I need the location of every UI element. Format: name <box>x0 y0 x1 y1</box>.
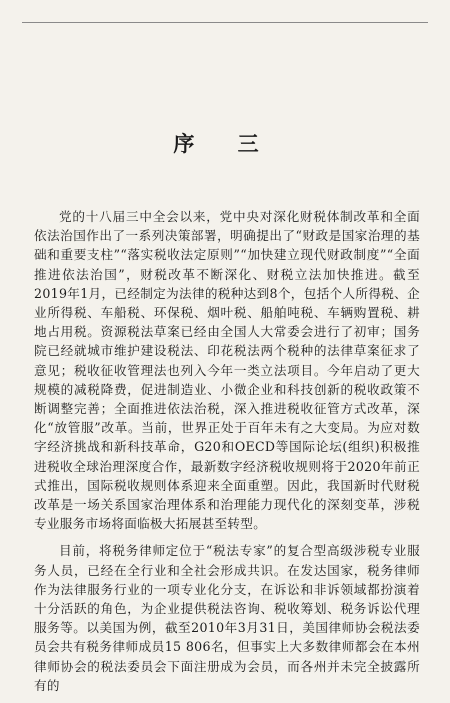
page-title: 序 三 <box>173 131 277 156</box>
running-header <box>22 8 428 23</box>
preface-body <box>34 207 420 703</box>
paragraph: 目前，将税务律师定位于“税法专家”的复合型高级涉税专业服务人员，已经在全行业和全社会形成共识。在发达国家，税务律师作为法律服务行业的一项专业化分支，在诉讼和非诉领域都扮演着十分活跃的角色，为企业提供税法咨询、税收筹划、税务诉讼代理服务等。以美国为例，截至2010年3月31日，美国律师协会税法委员会共有税务律师成员15 806名，但事实上大多数律师都会在本州律师协会的税法委员会下面注册成为会员，而各州并未完全披露所有的 <box>34 543 420 693</box>
paragraph: 党的十八届三中全会以来，党中央对深化财税体制改革和全面依法治国作出了一系列决策部署，明确提出了“财政是国家治理的基础和重要支柱”“落实税收法定原则”“加快建立现代财政制度”“全面推进依法治国”，财税改革不断深化、财税立法加快推进。截至2019年1月，已经制定为法律的税种达到8个，包括个人所得税、企业所得税、车船税、环保税、烟叶税、船舶吨税、车辆购置税、耕地占用税。资源税法草案已经由全国人大常委会进行了初审；国务院已经就城市维护建设税法、印花税法两个税种的法律草案征求了意见；税收征收管理法也列入今年一类立法项目。今年启动了更大规模的减税降费，促进制造业、小微企业和科技创新的税收政策不断调整完善；全面推进依法治税，深入推进税收征管方式改革，深化“放管服”改革。当前，世界正处于百年未有之大变局。为应对数字经济挑战和新科技革命，G20和OECD等国际论坛(组织)积极推进税收全球治理深度合作，最新数字经济税收规则将于2020年前正式推出，国际税收规则体系迎来全面重塑。因此，我国新时代财税改革是一场关系国家治理体系和治理能力现代化的深刻变革，涉税专业服务市场将面临极大拓展甚至转型。 <box>34 209 420 532</box>
